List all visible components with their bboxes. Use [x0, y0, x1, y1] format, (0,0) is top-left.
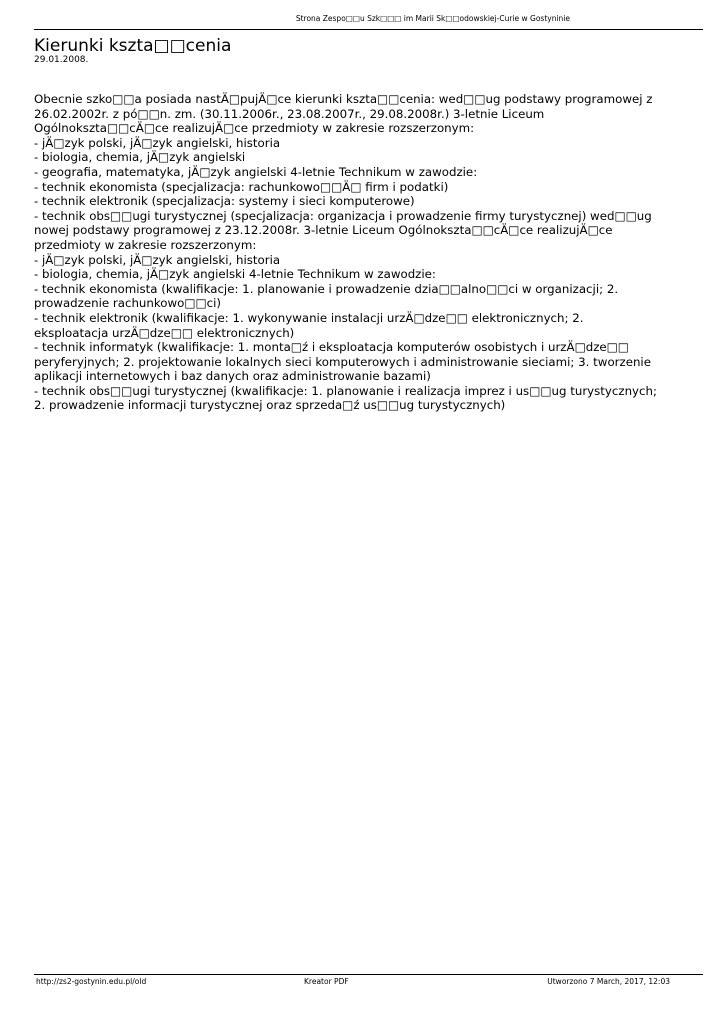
- body-line: - jÄ□zyk polski, jÄ□zyk angielski, historia: [34, 135, 281, 150]
- footer-generator: Kreator PDF: [304, 977, 349, 986]
- footer-created-timestamp: Utworzono 7 March, 2017, 12:03: [547, 977, 670, 986]
- body-line: przedmioty w zakresie rozszerzonym:: [34, 237, 257, 252]
- body-line: - technik ekonomista (kwalifikacje: 1. planowanie i prowadzenie dzia□□alno□□ci w organizacji; 2.: [34, 281, 619, 296]
- body-line: Ogólnokszta□□cÄ□ce realizujÄ□ce przedmioty w zakresie rozszerzonym:: [34, 121, 475, 136]
- body-line: - technik elektronik (kwalifikacje: 1. wykonywanie instalacji urzÄ□dze□□ elektronicznych; 2.: [34, 310, 584, 325]
- footer-url-link[interactable]: http://zs2-gostynin.edu.pl/old: [36, 977, 147, 986]
- body-line: - biologia, chemia, jÄ□zyk angielski: [34, 150, 246, 165]
- body-line: - technik ekonomista (specjalizacja: rachunkowo□□Ä□ firm i podatki): [34, 179, 449, 194]
- body-line: - technik obs□□ugi turystycznej (specjalizacja: organizacja i prowadzenie firmy turystycznej) wed□□ug: [34, 208, 652, 223]
- body-line: peryferyjnych; 2. projektowanie lokalnych sieci komputerowych i administrowanie sieciami; 3. tworzenie: [34, 354, 651, 369]
- footer-divider: [34, 974, 703, 975]
- body-line: - jÄ□zyk polski, jÄ□zyk angielski, historia: [34, 252, 281, 267]
- body-line: - biologia, chemia, jÄ□zyk angielski 4-letnie Technikum w zawodzie:: [34, 267, 436, 282]
- body-line: aplikacji internetowych i baz danych oraz administrowanie bazami): [34, 369, 431, 384]
- article-body: [34, 92, 694, 413]
- body-line: prowadzenie rachunkowo□□ci): [34, 296, 222, 311]
- body-line: - technik informatyk (kwalifikacje: 1. monta□ź i eksploatacja komputerów osobistych i urzÄ□dze□□: [34, 340, 629, 355]
- body-line: - technik obs□□ugi turystycznej (kwalifikacje: 1. planowanie i realizacja imprez i us□□ug turystycznych;: [34, 383, 657, 398]
- article-title: Kierunki kszta□□cenia: [34, 36, 232, 56]
- body-line: 2. prowadzenie informacji turystycznej oraz sprzeda□ź us□□ug turystycznych): [34, 398, 506, 413]
- body-line: Obecnie szko□□a posiada nastÄ□pujÄ□ce kierunki kszta□□cenia: wed□□ug podstawy programowej z: [34, 92, 653, 106]
- article-date: 29.01.2008.: [34, 55, 89, 65]
- header-divider: [34, 29, 703, 30]
- body-line: eksploatacja urzÄ□dze□□ elektronicznych): [34, 325, 295, 340]
- body-line: - technik elektronik (specjalizacja: systemy i sieci komputerowe): [34, 194, 415, 209]
- page-header-text: Strona Zespo□□u Szk□□□ im Marii Sk□□odowskiej-Curie w Gostyninie: [295, 14, 570, 23]
- body-line: nowej podstawy programowej z 23.12.2008r. 3-letnie Liceum Ogólnokszta□□cÄ□ce realizujÄ□ce: [34, 223, 613, 238]
- body-line: - geografia, matematyka, jÄ□zyk angielski 4-letnie Technikum w zawodzie:: [34, 164, 478, 179]
- body-line: 26.02.2002r. z pó□□n. zm. (30.11.2006r., 23.08.2007r., 29.08.2008r.) 3-letnie Liceum: [34, 106, 545, 121]
